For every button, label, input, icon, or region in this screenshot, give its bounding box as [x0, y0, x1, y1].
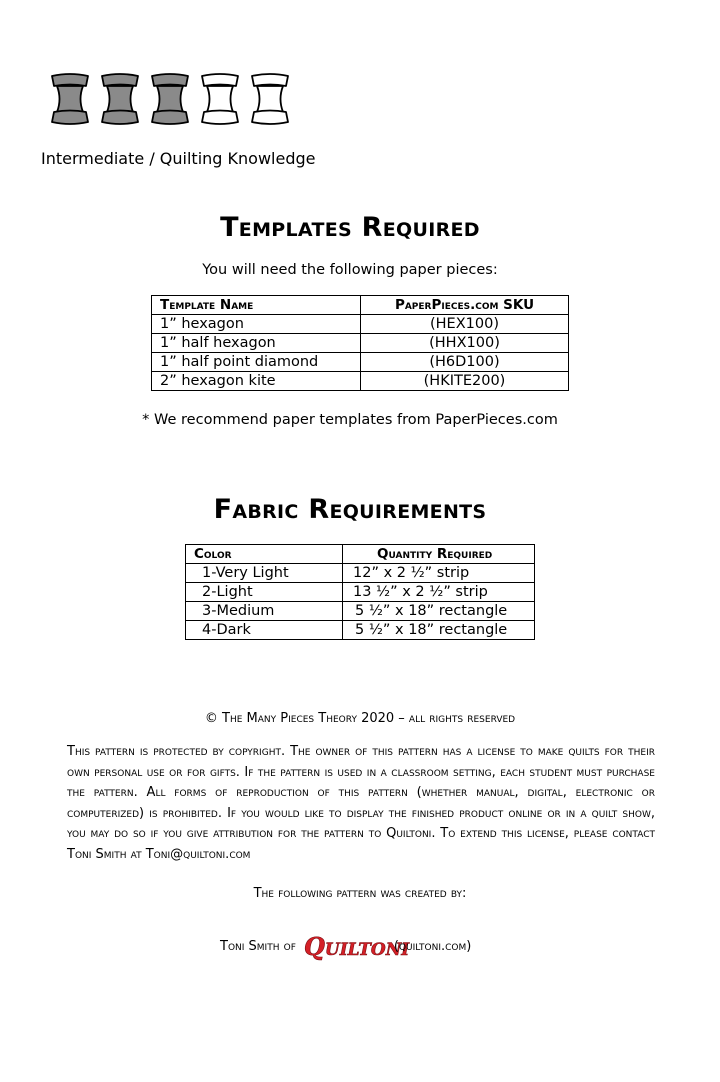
table-row: [152, 353, 569, 372]
spool-icon: [150, 72, 190, 126]
header-template-name: Template Name: [152, 296, 361, 315]
header-sku: PaperPieces.com SKU: [361, 296, 569, 315]
sku-cell: (HHX100): [361, 334, 569, 353]
color-cell: 2-Light: [186, 583, 343, 602]
quantity-cell: 13 ½” x 2 ½” strip: [343, 583, 535, 602]
header-quantity: Quantity Required: [343, 545, 535, 564]
quiltoni-logo: [302, 928, 410, 964]
spool-icon: [200, 72, 240, 126]
color-cell: 1-Very Light: [186, 564, 343, 583]
templates-note: * We recommend paper templates from PaperPieces.com: [142, 412, 558, 428]
sku-cell: (H6D100): [361, 353, 569, 372]
templates-title: Templates Required: [220, 212, 480, 243]
table-row: [152, 334, 569, 353]
spool-icon: [50, 72, 90, 126]
license-text: This pattern is protected by copyright. The owner of this pattern has a license to make quilts for their own personal use or for gifts. If the pattern is used in a classroom setting, each student must purchase the pattern. All forms of reproduction of this pattern (whether manual, digital, electronic or computerized) is prohibited. If you would like to display the finished product online or in a quilt show, you may do so if you give attribution for the pattern to Quiltoni. To extend this license, please contact Toni Smith at Toni@quiltoni.com: [67, 744, 655, 862]
template-name-cell: 2” hexagon kite: [152, 372, 361, 391]
quantity-cell: 5 ½” x 18” rectangle: [343, 621, 535, 640]
table-row: [186, 564, 535, 583]
table-header-row: [186, 545, 535, 564]
logo-text: Quiltoni: [303, 932, 410, 961]
author-credit: [220, 928, 471, 964]
table-row: [186, 621, 535, 640]
difficulty-rating: [50, 72, 290, 126]
table-header-row: [152, 296, 569, 315]
color-cell: 3-Medium: [186, 602, 343, 621]
color-cell: 4-Dark: [186, 621, 343, 640]
table-row: [152, 315, 569, 334]
website: (quiltoni.com): [393, 938, 472, 954]
table-row: [152, 372, 569, 391]
template-name-cell: 1” half hexagon: [152, 334, 361, 353]
author-name: Toni Smith of: [220, 938, 296, 954]
copyright-line: © The Many Pieces Theory 2020 – all rights reserved: [204, 711, 516, 726]
spool-icon: [100, 72, 140, 126]
quantity-cell: 12” x 2 ½” strip: [343, 564, 535, 583]
templates-table: [151, 295, 569, 391]
quantity-cell: 5 ½” x 18” rectangle: [343, 602, 535, 621]
fabric-table: [185, 544, 535, 640]
fabric-title: Fabric Requirements: [213, 494, 487, 525]
sku-cell: (HKITE200): [361, 372, 569, 391]
table-row: [186, 602, 535, 621]
created-by-line: The following pattern was created by:: [253, 886, 467, 901]
template-name-cell: 1” half point diamond: [152, 353, 361, 372]
templates-subtitle: You will need the following paper pieces:: [202, 262, 498, 278]
difficulty-label: Intermediate / Quilting Knowledge: [41, 149, 316, 168]
header-color: Color: [186, 545, 343, 564]
template-name-cell: 1” hexagon: [152, 315, 361, 334]
spool-icon: [250, 72, 290, 126]
sku-cell: (HEX100): [361, 315, 569, 334]
table-row: [186, 583, 535, 602]
